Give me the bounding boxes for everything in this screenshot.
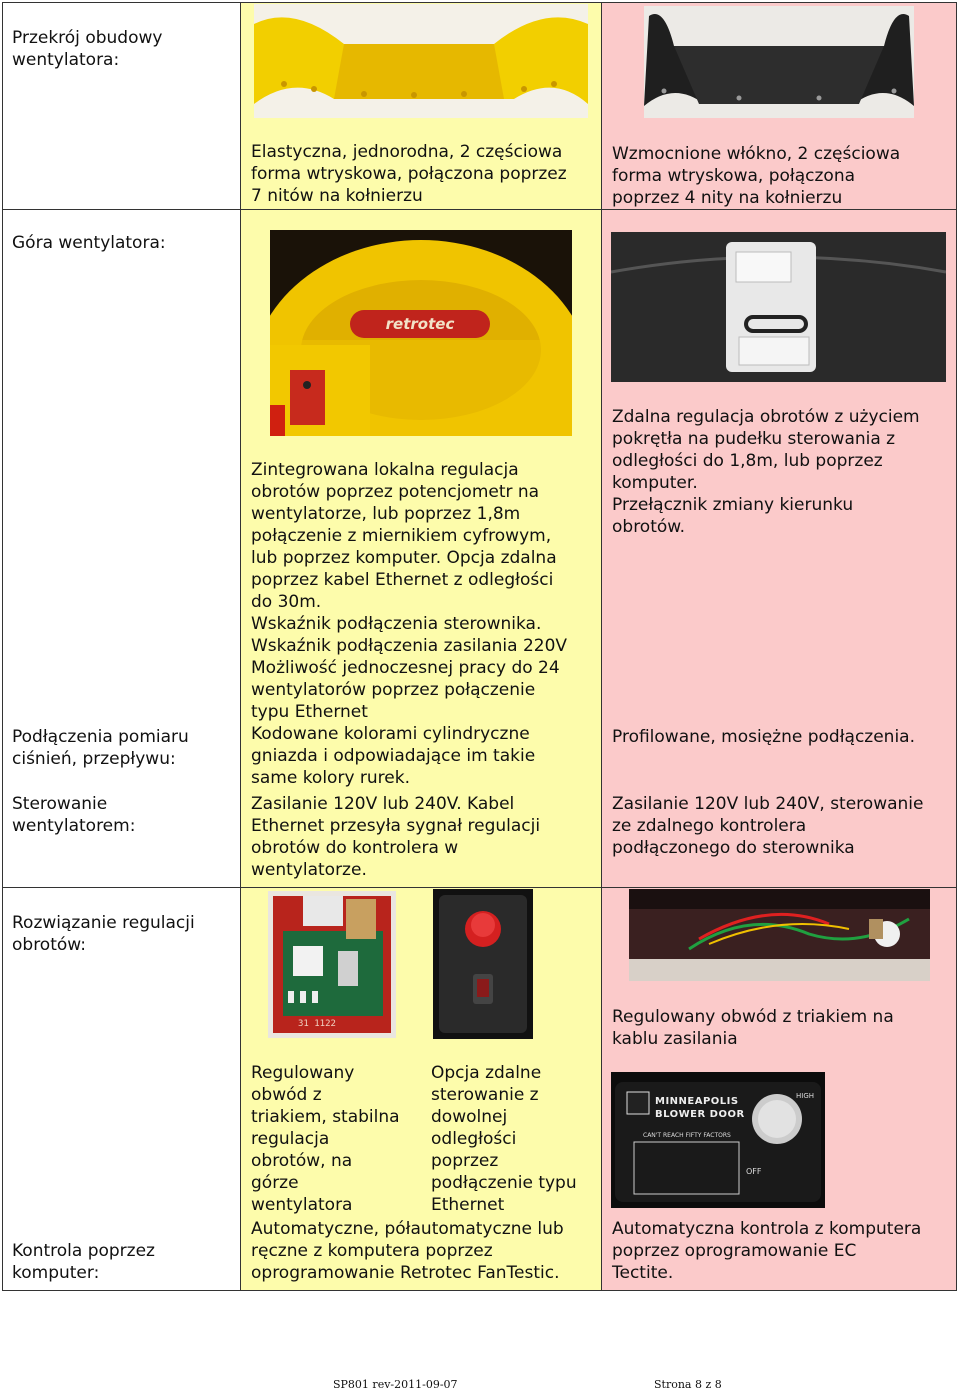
competitor-pressure-text: Profilowane, mosiężne podłączenia.: [612, 727, 916, 747]
retrotec-remote-box-photo: [433, 889, 533, 1039]
board-code: 31 1122: [298, 1019, 336, 1029]
competitor-controller-box-photo: [611, 1072, 825, 1208]
footer-page-number: Strona 8 z 8: [654, 1378, 722, 1391]
retrotec-logo: retrotec: [385, 315, 455, 333]
competitor-top-photo: [611, 232, 946, 382]
box-high-label: HIGH: [796, 1092, 815, 1100]
retrotec-computer-text: Automatyczne, półautomatyczne lub ręczne z komputera poprzez oprogramowanie Retrotec FanTestic.: [251, 1219, 564, 1283]
retrotec-housing-photo: [254, 4, 588, 118]
competitor-triac-text: Regulowany obwód z triakiem na kablu zasilania: [612, 1007, 894, 1049]
box-brand-1: MINNEAPOLIS: [655, 1096, 739, 1107]
competitor-speed-control-text: Zdalna regulacja obrotów z użyciem pokrętła na pudełku sterowania z odległości do 1,8m, lub poprzez komputer. Przełącznik zmiany kierunku obrotów.: [612, 407, 920, 537]
box-brand-2: BLOWER DOOR: [655, 1109, 745, 1120]
retrotec-power-text: Zasilanie 120V lub 240V. Kabel Ethernet przesyła sygnał regulacji obrotów do kontrolera w wentylatorze.: [251, 794, 541, 880]
competitor-housing-photo: [644, 6, 914, 118]
competitor-computer-text: Automatyczna kontrola z komputera poprzez oprogramowanie EC Tectite.: [612, 1219, 922, 1283]
row-label-top: Góra wentylatora:: [12, 233, 166, 253]
competitor-triac-cable-photo: [629, 889, 930, 981]
row-label-computer: Kontrola poprzez komputer:: [12, 1241, 155, 1283]
retrotec-ethernet-text: Opcja zdalne sterowanie z dowolnej odległości poprzez podłączenie typu Ethernet: [431, 1063, 577, 1215]
box-table-title: CAN'T REACH FIFTY FACTORS: [643, 1132, 731, 1139]
row-label-control: Sterowanie wentylatorem:: [12, 794, 136, 836]
retrotec-top-photo: [270, 230, 572, 436]
retrotec-triac-board-photo: [268, 891, 396, 1038]
label-column: [2, 2, 240, 1290]
retrotec-housing-text: Elastyczna, jednorodna, 2 częściowa forma wtryskowa, połączona poprzez 7 nitów na kołnierzu: [251, 142, 567, 206]
row-label-speed: Rozwiązanie regulacji obrotów:: [12, 913, 195, 955]
retrotec-triac-text: Regulowany obwód z triakiem, stabilna regulacja obrotów, na górze wentylatora: [251, 1063, 400, 1215]
row-label-pressure: Podłączenia pomiaru ciśnień, przepływu:: [12, 727, 189, 769]
competitor-power-text: Zasilanie 120V lub 240V, sterowanie ze zdalnego kontrolera podłączonego do sterownika: [612, 794, 924, 858]
box-off-label: OFF: [746, 1167, 762, 1176]
row-label-housing: Przekrój obudowy wentylatora:: [12, 28, 163, 70]
competitor-housing-text: Wzmocnione włókno, 2 częściowa forma wtryskowa, połączona poprzez 4 nity na kołnierzu: [612, 144, 901, 208]
footer-doc-id: SP801 rev-2011-09-07: [333, 1378, 458, 1391]
retrotec-control-text: Zintegrowana lokalna regulacja obrotów poprzez potencjometr na wentylatorze, lub poprzez 1,8m połączenie z miernikiem cyfrowym, lub poprzez komputer. Opcja zdalna poprzez kabel Ethernet z odległości do 30m. Wskaźnik podłączenia sterownika. Wskaźnik podłączenia zasilania 220V Możliwość jednoczesnej pracy do 24 wentylatorów poprzez połączenie typu Ethernet Kodowane kolorami cylindryczne gniazda i odpowiadające im takie same kolory rurek.: [251, 460, 568, 788]
